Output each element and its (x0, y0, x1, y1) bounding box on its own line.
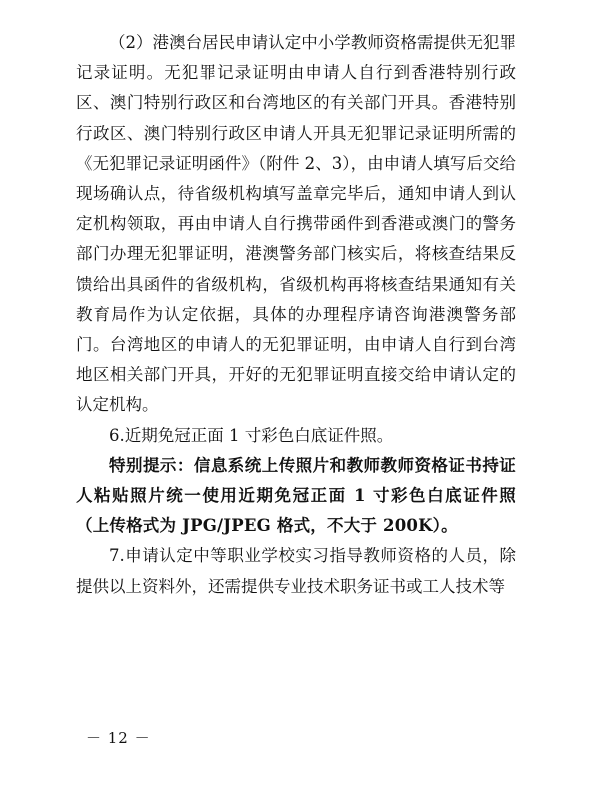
paragraph-vocational-instructor: 7.申请认定中等职业学校实习指导教师资格的人员，除提供以上资料外，还需提供专业技术职务证书或工人技术等 (76, 546, 516, 596)
paragraph-hk-macau-taiwan-record: （2）港澳台居民申请认定中小学教师资格需提供无犯罪记录证明。无犯罪记录证明由申请人自行到香港特别行政区、澳门特别行政区和台湾地区的有关部门开具。香港特别行政区、澳门特别行政区申请人开具无犯罪记录证明所需的《无犯罪记录证明函件》（附件 2、3），由申请人填写后交给现场确认点，待省级机构填写盖章完毕后，通知申请人到认定机构领取，再由申请人自行携带函件到香港或澳门的警务部门办理无犯罪证明，港澳警务部门核实后，将核查结果反馈给出具函件的省级机构，省级机构再将核查结果通知有关教育局作为认定依据，具体的办理程序请咨询港澳警务部门。台湾地区的申请人的无犯罪证明，由申请人自行到台湾地区相关部门开具，开好的无犯罪证明直接交给申请认定的认定机构。 (76, 33, 516, 415)
page-number: － 12 － (86, 729, 151, 747)
paragraph-photo-requirement: 6.近期免冠正面 1 寸彩色白底证件照。 (109, 425, 394, 445)
paragraph-special-notice: 特别提示：信息系统上传照片和教师教师资格证书持证人粘贴照片统一使用近期免冠正面 1 寸彩色白底证件照（上传格式为 JPG/JPEG 格式，不大于 200K）。 (76, 455, 516, 536)
document-body (76, 28, 516, 602)
